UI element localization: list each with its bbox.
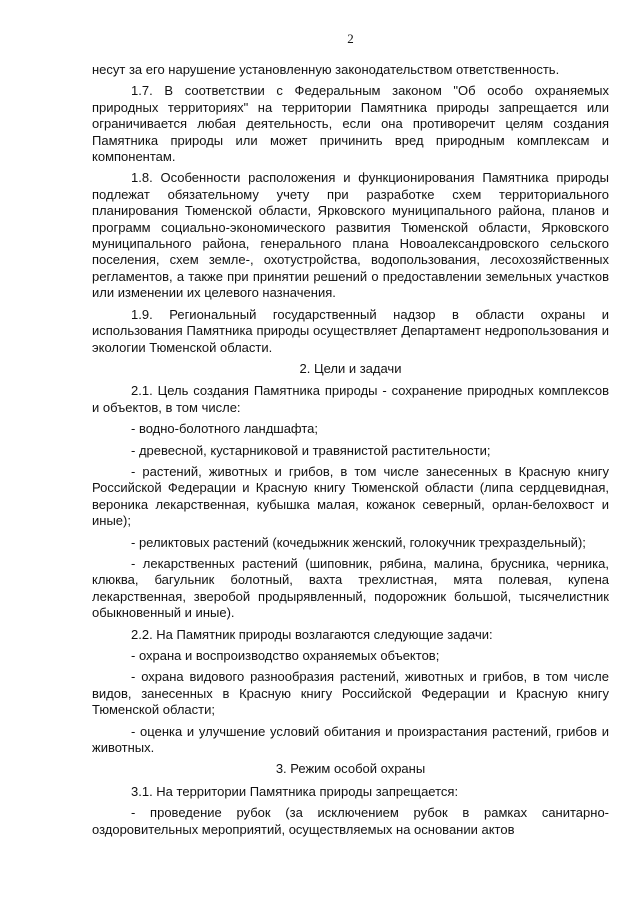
paragraph-2-1: 2.1. Цель создания Памятника природы - сохранение природных комплексов и объектов, в том числе: — [92, 383, 609, 415]
paragraph-2-2: 2.2. На Памятник природы возлагаются следующие задачи: — [131, 626, 493, 642]
paragraph-3-1: 3.1. На территории Памятника природы запрещается: — [131, 783, 459, 799]
paragraph-1-7: 1.7. В соответствии с Федеральным законом "Об особо охраняемых природных территориях" на территории Памятника природы запрещается или ограничивается любая деятельность, если она противоречит целям создания Памятника природы или может причинить вред природным комплексам и компонентам. — [92, 83, 609, 165]
section-heading-goals: 2. Цели и задачи — [299, 360, 402, 376]
list-item: - проведение рубок (за исключением рубок в рамках санитарно-оздоровительных мероприятий, осуществляемых на основании актов — [92, 805, 609, 837]
list-item: - оценка и улучшение условий обитания и произрастания растений, грибов и животных. — [92, 723, 609, 756]
paragraph-1-9: 1.9. Региональный государственный надзор в области охраны и использования Памятника природы осуществляет Департамент недропользования и экологии Тюменской области. — [92, 306, 609, 355]
paragraph-continuation: несут за его нарушение установленную законодательством ответственность. — [92, 62, 560, 77]
list-item: - водно-болотного ландшафта; — [131, 421, 318, 437]
page-number: 2 — [347, 31, 354, 46]
list-item: - растений, животных и грибов, в том числе занесенных в Красную книгу Российской Федерации и Красную книгу Тюменской области (липа сердцевидная, вероника лекарственная, кубышка малая, кожанок северный, орлан-белохвост и иные); — [92, 463, 609, 529]
list-item: - реликтовых растений (кочедыжник женский, голокучник трехраздельный); — [131, 534, 586, 550]
section-heading-regime: 3. Режим особой охраны — [275, 761, 426, 777]
list-item: - древесной, кустарниковой и травянистой растительности; — [131, 442, 491, 458]
list-item: - охрана видового разнообразия растений, животных и грибов, в том числе видов, занесенных в Красную книгу Российской Федерации и Красную книгу Тюменской области; — [92, 669, 609, 718]
list-item: - лекарственных растений (шиповник, рябина, малина, брусника, черника, клюква, багульник болотный, вахта трехлистная, мята полевая, купена лекарственная, зверобой продырявленный, подорожник большой, тысячелистник обыкновенный и иные). — [92, 555, 609, 621]
paragraph-1-8: 1.8. Особенности расположения и функционирования Памятника природы подлежат обязательному учету при разработке схем территориального планирования Тюменской области, Ярковского муниципального района, планов и программ социально-экономического развития Тюменской области, Ярковского муниципального района, генерального плана Новоалександровского сельского поселения, схем земле-, охотустройства, водопользования, лесохозяйственных регламентов, а также при принятии решений о предоставлении земельных участков или изменении их целевого назначения. — [92, 170, 609, 301]
list-item: - охрана и воспроизводство охраняемых объектов; — [131, 648, 440, 663]
